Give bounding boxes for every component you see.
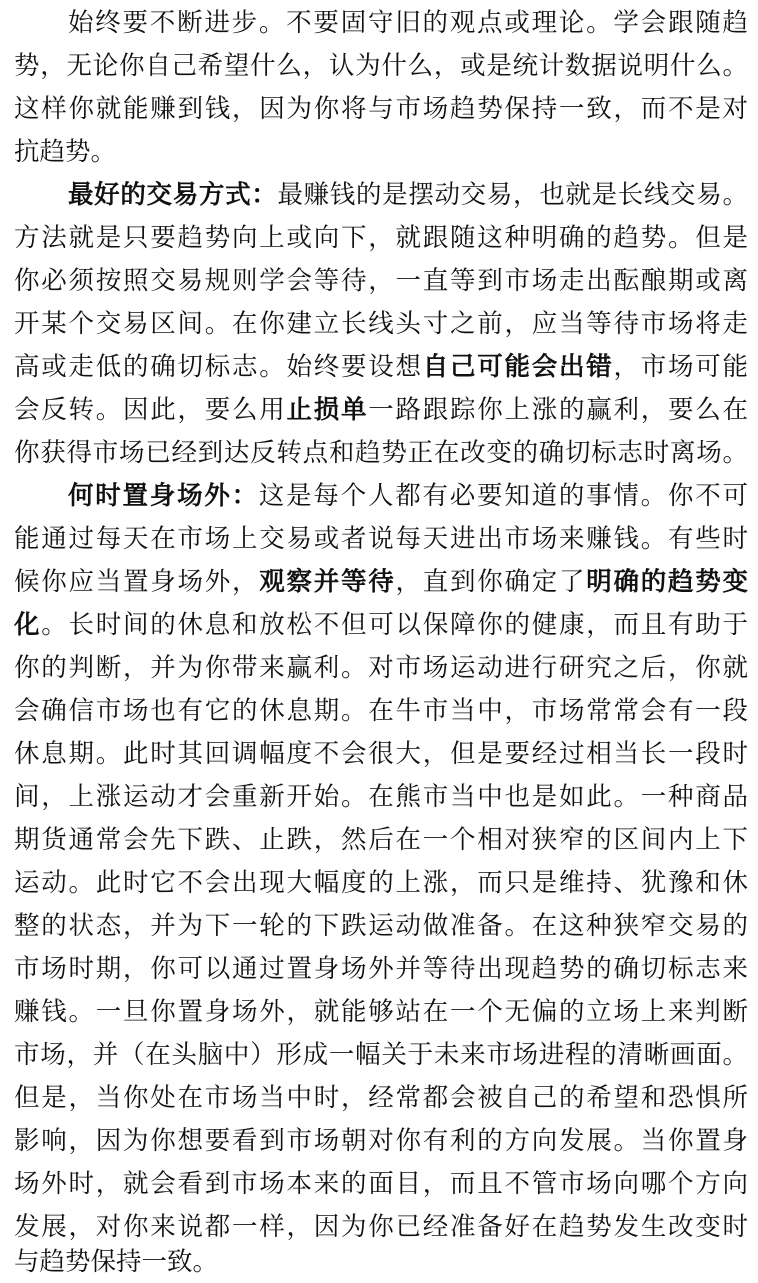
paragraph-1-line-2: 势，无论你自己希望什么，认为什么，或是统计数据说明什么。 xyxy=(14,51,748,81)
paragraph-3-line-10: 运动。此时它不会出现大幅度的上涨，而只是维持、犹豫和休 xyxy=(14,868,748,898)
paragraph-3-line-13: 赚钱。一旦你置身场外，就能够站在一个无偏的立场上来判断 xyxy=(14,997,748,1027)
paragraph-2-line-6-text-b: 一路跟踪你上涨的赢利，要么在 xyxy=(368,395,748,425)
paragraph-2-line-5-text-a: 高或走低的确切标志。始终要设想 xyxy=(14,352,423,382)
paragraph-2-line-7: 你获得市场已经到达反转点和趋势正在改变的确切标志时离场。 xyxy=(14,438,748,468)
paragraph-3-line-3-text-b: ，直到你确定了 xyxy=(395,567,587,597)
paragraph-3-line-3-text-a: 候你应当置身场外， xyxy=(14,567,260,597)
paragraph-1-line-3: 这样你就能赚到钱，因为你将与市场趋势保持一致，而不是对 xyxy=(14,94,748,124)
paragraph-3-line-1 xyxy=(68,477,748,515)
paragraph-3-line-15: 但是，当你处在市场当中时，经常都会被自己的希望和恐惧所 xyxy=(14,1083,748,1113)
emphasis-stop-loss: 止损单 xyxy=(286,395,369,425)
paragraph-3-line-12: 市场时期，你可以通过置身场外并等待出现趋势的确切标志来 xyxy=(14,954,748,984)
paragraph-3-line-16: 影响，因为你想要看到市场朝对你有利的方向发展。当你置身 xyxy=(14,1126,748,1156)
paragraph-3-heading: 何时置身场外： xyxy=(68,481,259,511)
paragraph-3-line-2: 能通过每天在市场上交易或者说每天进出市场来赚钱。有些时 xyxy=(14,524,748,554)
paragraph-1-line-4: 抗趋势。 xyxy=(14,137,117,167)
paragraph-2-line-2: 方法就是只要趋势向上或向下，就跟随这种明确的趋势。但是 xyxy=(14,223,748,253)
emphasis-change-end: 化 xyxy=(14,610,42,640)
paragraph-2-heading: 最好的交易方式： xyxy=(68,180,278,210)
paragraph-3-line-4 xyxy=(14,606,748,644)
paragraph-2-line-4: 开某个交易区间。在你建立长线头寸之前，应当等待市场将走 xyxy=(14,309,748,339)
paragraph-3-line-8: 间，上涨运动才会重新开始。在熊市当中也是如此。一种商品 xyxy=(14,782,748,812)
paragraph-3-line-14: 市场，并（在头脑中）形成一幅关于未来市场进程的清晰画面。 xyxy=(14,1040,748,1070)
paragraph-3-line-7: 休息期。此时其回调幅度不会很大，但是要经过相当长一段时 xyxy=(14,739,748,769)
paragraph-3-line-11: 整的状态，并为下一轮的下跌运动做准备。在这种狭窄交易的 xyxy=(14,911,748,941)
paragraph-1-line-1: 始终要不断进步。不要固守旧的观点或理论。学会跟随趋 xyxy=(68,8,748,38)
emphasis-may-be-wrong: 自己可能会出错 xyxy=(422,352,614,382)
paragraph-3-line-17: 场外时，就会看到市场本来的面目，而且不管市场向哪个方向 xyxy=(14,1169,748,1199)
paragraph-2-line-3: 你必须按照交易规则学会等待，一直等到市场走出酝酿期或离 xyxy=(14,266,748,296)
paragraph-2-line-5 xyxy=(14,348,748,386)
paragraph-2-line-6 xyxy=(14,391,748,429)
paragraph-3-line-18: 发展，对你来说都一样，因为你已经准备好在趋势发生改变时 xyxy=(14,1212,748,1242)
paragraph-3-line-1-text: 这是每个人都有必要知道的事情。你不可 xyxy=(258,481,748,511)
paragraph-3-line-19: 与趋势保持一致。 xyxy=(14,1247,219,1277)
paragraph-2-line-5-text-b: ，市场可能 xyxy=(613,352,748,382)
paragraph-3-line-3 xyxy=(14,563,748,601)
emphasis-observe-and-wait: 观察并等待 xyxy=(259,567,396,597)
paragraph-3-line-4-text: 。长时间的休息和放松不但可以保障你的健康，而且有助于 xyxy=(41,610,748,640)
paragraph-2-line-6-text-a: 会反转。因此，要么用 xyxy=(14,395,287,425)
paragraph-2-line-1 xyxy=(68,176,748,214)
paragraph-3-line-5: 你的判断，并为你带来赢利。对市场运动进行研究之后，你就 xyxy=(14,653,748,683)
emphasis-clear-trend-change: 明确的趋势变 xyxy=(586,567,748,597)
paragraph-3-line-9: 期货通常会先下跌、止跌，然后在一个相对狭窄的区间内上下 xyxy=(14,825,748,855)
paragraph-2-line-1-text: 最赚钱的是摆动交易，也就是长线交易。 xyxy=(277,180,748,210)
paragraph-3-line-6: 会确信市场也有它的休息期。在牛市当中，市场常常会有一段 xyxy=(14,696,748,726)
